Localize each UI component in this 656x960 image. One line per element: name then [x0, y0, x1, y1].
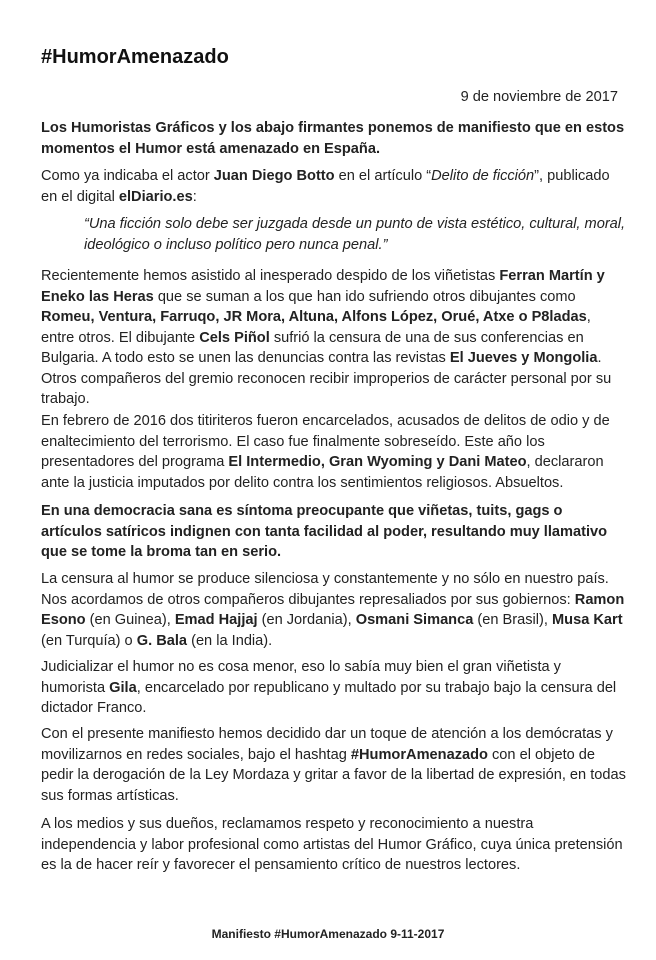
name-ramon-esono: Ramon Esono	[41, 591, 625, 628]
paragraph-despidos	[41, 266, 626, 410]
name-osmani-simanca: Osmani Simanca	[355, 612, 474, 628]
hashtag: #HumorAmenazado	[350, 746, 488, 763]
text-run: que se suman a los que han ido sufriendo otros dibujantes como	[153, 288, 576, 305]
outlet-name: elDiario.es	[118, 188, 193, 205]
text-run: (en Jordania),	[257, 612, 356, 628]
paragraph-titiriteros	[41, 411, 626, 493]
text-run: , entre otros. El dibujante	[41, 309, 591, 346]
name-juan-diego-botto: Juan Diego Botto	[213, 168, 335, 184]
blockquote: “Una ficción solo debe ser juzgada desde un punto de vista estético, cultural, moral, ideológico o incluso político pero nunca penal.”	[84, 216, 626, 253]
text-run: En febrero de 2016 dos titiriteros fueron encarcelados, acusados de delitos de odio y de enaltecimiento del terrorismo. El caso fue finalmente sobreseído. Este año los presentadores del programa	[41, 413, 610, 470]
name-musa-kart: Musa Kart	[552, 612, 623, 628]
text-run: Recientemente hemos asistido al inesperado despido de los viñetistas	[41, 268, 500, 284]
name-g-bala: G. Bala	[136, 632, 188, 649]
text-run: :	[192, 188, 197, 205]
names-revistas: El Jueves y Mongolia	[449, 350, 598, 366]
names-dibujantes: Romeu, Ventura, Farruqo, JR Mora, Altuna, Alfons López, Orué, Atxe o P8ladas	[41, 309, 587, 325]
text-run: Con el presente manifiesto hemos decidido dar un toque de atención a los demócratas y movilizarnos en redes sociales, bajo el hashtag	[41, 726, 613, 763]
text-run: sufrió la censura de una de sus conferencias en Bulgaria. A todo esto se unen las denuncias contra las revistas	[41, 329, 584, 366]
paragraph-censura	[41, 569, 626, 651]
footer-signature: Manifiesto #HumorAmenazado 9-11-2017	[211, 927, 445, 941]
text-run: (en Brasil),	[473, 612, 553, 628]
text-run: ”, publicado en el digital	[41, 168, 610, 205]
text-run: (en Turquía) o	[41, 632, 137, 649]
text-run: (en la India).	[187, 632, 273, 649]
intro-paragraph: Los Humoristas Gráficos y los abajo firmantes ponemos de manifiesto que en estos momentos el Humor está amenazado en España.	[41, 120, 625, 157]
text-run: Como ya indicaba el actor	[41, 168, 214, 184]
text-run: en el artículo “	[334, 168, 432, 184]
document-date: 9 de noviembre de 2017	[460, 89, 618, 105]
paragraph-democracia: En una democracia sana es síntoma preocupante que viñetas, tuits, gags o artículos satíricos indignen con tanta facilidad al poder, resultando muy llamativo que se tome la broma tan en serio.	[41, 503, 608, 560]
page-title: #HumorAmenazado	[41, 46, 229, 68]
names-presentadores: El Intermedio, Gran Wyoming y Dani Mateo	[228, 454, 527, 470]
names-vinetistas: Ferran Martín y Eneko las Heras	[41, 268, 605, 305]
text-run: , declararon ante la justicia imputados por delito contra los sentimientos religiosos. Absueltos.	[41, 454, 604, 491]
text-run: (en Guinea),	[85, 612, 175, 628]
text-run: con el objeto de pedir la derogación de la Ley Mordaza y gritar a favor de la libertad de expresión, en todas sus formas artísticas.	[41, 746, 626, 804]
paragraph-medios: A los medios y sus dueños, reclamamos respeto y reconocimiento a nuestra independencia y labor profesional como artistas del Humor Gráfico, cuya única pretensión es la de hacer reír y favorecer el pensamiento crítico de nuestros lectores.	[41, 816, 623, 873]
text-run: La censura al humor se produce silenciosa y constantemente y no sólo en nuestro país. Nos acordamos de otros compañeros dibujantes represaliados por sus gobiernos:	[41, 571, 609, 608]
paragraph-gila	[41, 657, 626, 719]
name-emad-hajjaj: Emad Hajjaj	[174, 612, 258, 628]
name-gila: Gila	[109, 679, 137, 696]
paragraph-manifiesto	[41, 724, 626, 806]
text-run: , encarcelado por republicano y multado por su trabajo bajo la censura del dictador Franco.	[41, 679, 617, 716]
article-title: Delito de ficción	[431, 168, 535, 184]
paragraph-botto	[41, 166, 626, 207]
name-cels-pinol: Cels Piñol	[199, 329, 270, 346]
text-run: Judicializar el humor no es cosa menor, eso lo sabía muy bien el gran viñetista y humorista	[41, 659, 561, 696]
text-run: . Otros compañeros del gremio reconocen recibir improperios de carácter personal por su trabajo.	[41, 350, 612, 407]
